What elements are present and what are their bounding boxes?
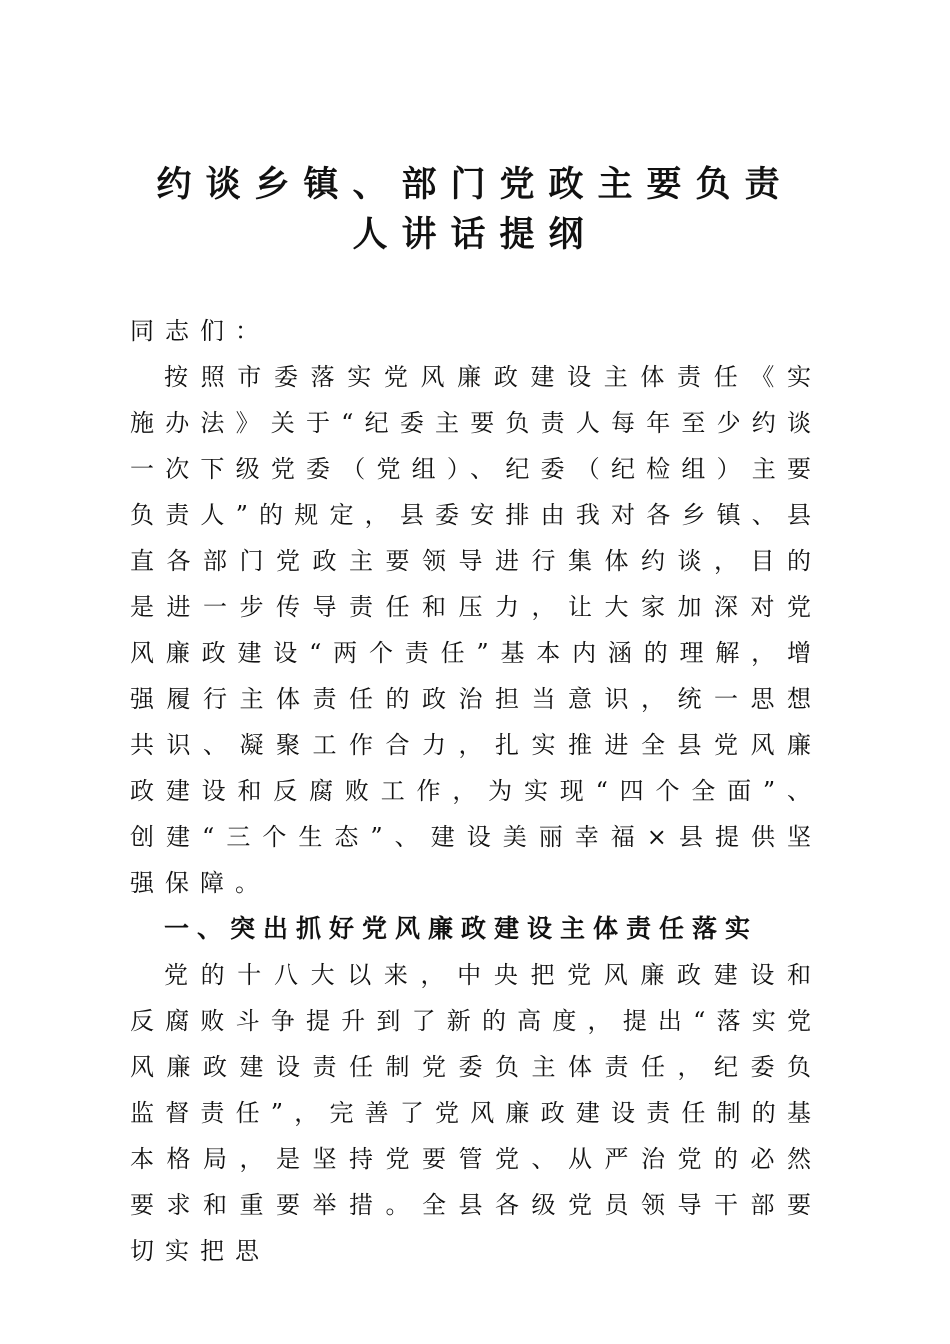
- section-heading-1: 一、突出抓好党风廉政建设主体责任落实: [164, 914, 759, 943]
- paragraph-intro: 按照市委落实党风廉政建设主体责任《实施办法》关于“纪委主要负责人每年至少约谈一次下级党委（党组）、纪委（纪检组）主要负责人”的规定，县委安排由我对各乡镇、县直各部门党政主要领导进行集体约谈，目的是进一步传导责任和压力，让大家加深对党风廉政建设“两个责任”基本内涵的理解，增强履行主体责任的政治担当意识，统一思想共识、凝聚工作合力，扎实推进全县党风廉政建设和反腐败工作，为实现“四个全面”、创建“三个生态”、建设美丽幸福×县提供坚强保障。: [130, 363, 822, 897]
- salutation: 同志们：: [130, 317, 270, 345]
- title-line-1: 约谈乡镇、部门党政主要负责: [156, 165, 794, 205]
- document-body: [130, 308, 822, 1274]
- paragraph-section-1: 党的十八大以来，中央把党风廉政建设和反腐败斗争提升到了新的高度，提出“落实党风廉政建设责任制党委负主体责任，纪委负监督责任”，完善了党风廉政建设责任制的基本格局，是坚持党要管党、从严治党的必然要求和重要举措。全县各级党员领导干部要切实把思: [130, 961, 822, 1265]
- title-line-2: 人讲话提纲: [352, 215, 598, 255]
- document-title: [0, 160, 950, 260]
